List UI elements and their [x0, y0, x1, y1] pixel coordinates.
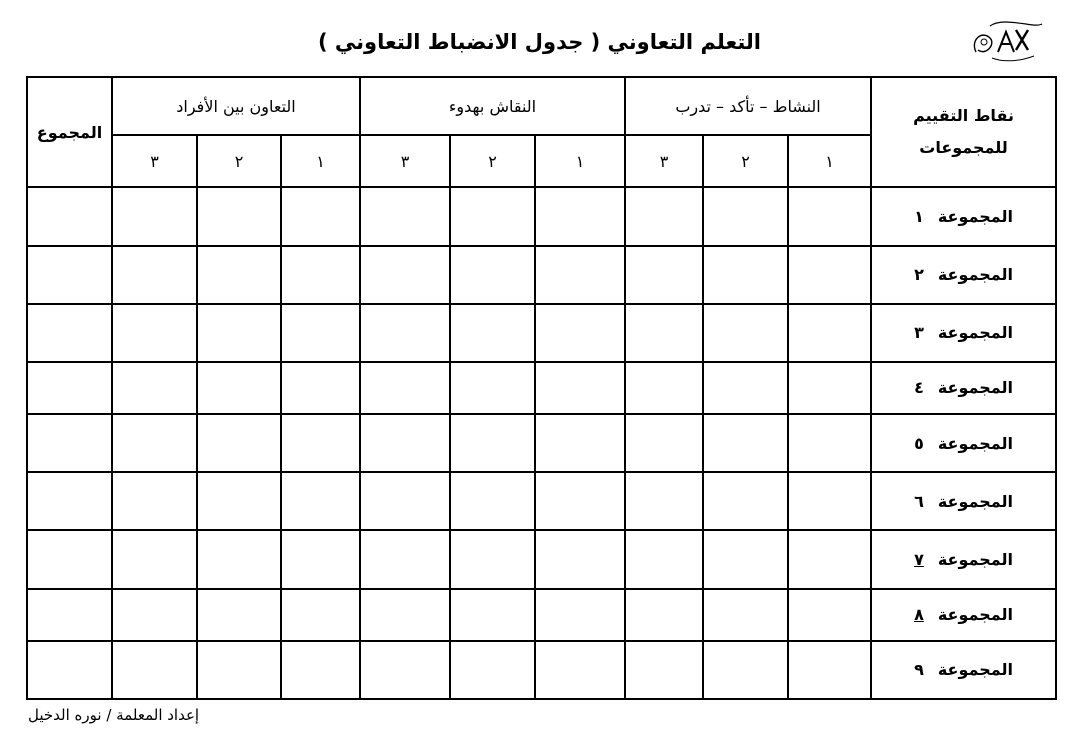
score-cell[interactable] — [703, 414, 788, 472]
category-cooperation: التعاون بين الأفراد — [112, 77, 360, 135]
score-cell[interactable] — [360, 589, 450, 641]
total-cell[interactable] — [27, 414, 112, 472]
score-cell[interactable] — [197, 589, 281, 641]
table-row — [27, 641, 1056, 699]
group-number: ٦ — [914, 491, 924, 511]
group-label — [871, 472, 1056, 530]
total-cell[interactable] — [27, 304, 112, 362]
total-cell[interactable] — [27, 530, 112, 588]
score-cell[interactable] — [450, 414, 535, 472]
score-cell[interactable] — [281, 472, 360, 530]
corner-header-line1: نقاط التقييم — [913, 106, 1014, 126]
score-cell[interactable] — [625, 246, 703, 304]
score-cell[interactable] — [625, 414, 703, 472]
score-cell[interactable] — [450, 641, 535, 699]
score-cell[interactable] — [535, 304, 625, 362]
sub-header: ٣ — [112, 135, 197, 187]
sub-header: ٢ — [197, 135, 281, 187]
total-cell[interactable] — [27, 187, 112, 245]
score-cell[interactable] — [450, 246, 535, 304]
score-cell[interactable] — [281, 304, 360, 362]
score-cell[interactable] — [625, 589, 703, 641]
group-label-text: المجموعة — [937, 660, 1013, 680]
score-cell[interactable] — [281, 362, 360, 414]
score-cell[interactable] — [535, 362, 625, 414]
score-cell[interactable] — [112, 589, 197, 641]
score-cell[interactable] — [625, 530, 703, 588]
score-cell[interactable] — [112, 304, 197, 362]
score-cell[interactable] — [625, 641, 703, 699]
score-cell[interactable] — [360, 414, 450, 472]
score-cell[interactable] — [788, 472, 871, 530]
score-cell[interactable] — [788, 362, 871, 414]
score-cell[interactable] — [360, 641, 450, 699]
table-row — [27, 589, 1056, 641]
score-cell[interactable] — [197, 530, 281, 588]
score-cell[interactable] — [703, 187, 788, 245]
sub-header: ١ — [281, 135, 360, 187]
group-number: ٧ — [914, 550, 924, 570]
score-cell[interactable] — [703, 472, 788, 530]
sub-header: ٢ — [703, 135, 788, 187]
score-cell[interactable] — [535, 472, 625, 530]
group-number: ٥ — [914, 433, 924, 453]
sub-header: ٣ — [625, 135, 703, 187]
group-label — [871, 641, 1056, 699]
group-number: ٨ — [914, 605, 924, 625]
score-cell[interactable] — [112, 414, 197, 472]
corner-header — [871, 77, 1056, 187]
category-quiet-discussion: النقاش بهدوء — [360, 77, 625, 135]
score-cell[interactable] — [360, 362, 450, 414]
score-cell[interactable] — [197, 187, 281, 245]
score-cell[interactable] — [535, 641, 625, 699]
score-cell[interactable] — [281, 530, 360, 588]
score-cell[interactable] — [788, 589, 871, 641]
score-cell[interactable] — [112, 246, 197, 304]
score-cell[interactable] — [788, 304, 871, 362]
group-label — [871, 246, 1056, 304]
group-label-text: المجموعة — [937, 206, 1013, 226]
group-label-text: المجموعة — [937, 550, 1013, 570]
score-cell[interactable] — [535, 414, 625, 472]
table-row — [27, 362, 1056, 414]
score-cell[interactable] — [197, 246, 281, 304]
total-cell[interactable] — [27, 362, 112, 414]
score-cell[interactable] — [788, 530, 871, 588]
score-cell[interactable] — [535, 187, 625, 245]
score-cell[interactable] — [112, 530, 197, 588]
table-row — [27, 472, 1056, 530]
group-label-text: المجموعة — [937, 605, 1013, 625]
score-cell[interactable] — [281, 187, 360, 245]
signature-logo-icon — [968, 12, 1048, 70]
score-cell[interactable] — [197, 362, 281, 414]
total-cell[interactable] — [27, 472, 112, 530]
group-number: ٤ — [914, 378, 924, 398]
score-cell[interactable] — [281, 246, 360, 304]
group-number: ٢ — [914, 265, 924, 285]
score-cell[interactable] — [112, 362, 197, 414]
score-cell[interactable] — [450, 304, 535, 362]
group-label-text: المجموعة — [937, 265, 1013, 285]
total-cell[interactable] — [27, 589, 112, 641]
score-cell[interactable] — [703, 362, 788, 414]
table-row — [27, 414, 1056, 472]
score-cell[interactable] — [360, 472, 450, 530]
score-cell[interactable] — [788, 187, 871, 245]
total-cell[interactable] — [27, 246, 112, 304]
sub-header: ١ — [535, 135, 625, 187]
score-cell[interactable] — [197, 472, 281, 530]
sub-header: ٢ — [450, 135, 535, 187]
evaluation-table — [26, 76, 1057, 700]
group-label-text: المجموعة — [937, 323, 1013, 343]
group-number: ١ — [914, 206, 924, 226]
score-cell[interactable] — [703, 304, 788, 362]
table-row — [27, 246, 1056, 304]
score-cell[interactable] — [625, 187, 703, 245]
group-label — [871, 414, 1056, 472]
score-cell[interactable] — [360, 246, 450, 304]
score-cell[interactable] — [360, 187, 450, 245]
score-cell[interactable] — [450, 472, 535, 530]
sub-header: ٣ — [360, 135, 450, 187]
group-label — [871, 187, 1056, 245]
score-cell[interactable] — [281, 641, 360, 699]
group-label — [871, 589, 1056, 641]
group-label — [871, 304, 1056, 362]
group-number: ٩ — [914, 660, 924, 680]
score-cell[interactable] — [788, 246, 871, 304]
score-cell[interactable] — [625, 472, 703, 530]
score-cell[interactable] — [112, 472, 197, 530]
score-cell[interactable] — [535, 589, 625, 641]
score-cell[interactable] — [788, 641, 871, 699]
score-cell[interactable] — [281, 414, 360, 472]
score-cell[interactable] — [450, 530, 535, 588]
score-cell[interactable] — [703, 246, 788, 304]
group-number: ٣ — [914, 323, 924, 343]
score-cell[interactable] — [625, 362, 703, 414]
score-cell[interactable] — [788, 414, 871, 472]
category-activity: النشاط – تأكد – تدرب — [625, 77, 871, 135]
score-cell[interactable] — [535, 530, 625, 588]
group-label — [871, 530, 1056, 588]
score-cell[interactable] — [112, 641, 197, 699]
score-cell[interactable] — [625, 304, 703, 362]
group-label-text: المجموعة — [937, 491, 1013, 511]
group-label-text: المجموعة — [937, 433, 1013, 453]
total-cell[interactable] — [27, 641, 112, 699]
corner-header-line2: للمجموعات — [919, 138, 1008, 158]
table-row — [27, 187, 1056, 245]
sub-header: ١ — [788, 135, 871, 187]
footer-credit: إعداد المعلمة / نوره الدخيل — [28, 706, 200, 724]
table-row — [27, 530, 1056, 588]
score-cell[interactable] — [450, 362, 535, 414]
group-label — [871, 362, 1056, 414]
score-cell[interactable] — [112, 187, 197, 245]
group-label-text: المجموعة — [937, 378, 1013, 398]
total-header: المجموع — [27, 77, 112, 187]
score-cell[interactable] — [197, 414, 281, 472]
score-cell[interactable] — [450, 589, 535, 641]
score-cell[interactable] — [360, 304, 450, 362]
score-cell[interactable] — [281, 589, 360, 641]
score-cell[interactable] — [703, 530, 788, 588]
score-cell[interactable] — [450, 187, 535, 245]
score-cell[interactable] — [360, 530, 450, 588]
score-cell[interactable] — [703, 641, 788, 699]
score-cell[interactable] — [703, 589, 788, 641]
table-row — [27, 304, 1056, 362]
page-title: التعلم التعاوني ( جدول الانضباط التعاوني ) — [318, 30, 761, 54]
score-cell[interactable] — [535, 246, 625, 304]
score-cell[interactable] — [197, 304, 281, 362]
score-cell[interactable] — [197, 641, 281, 699]
